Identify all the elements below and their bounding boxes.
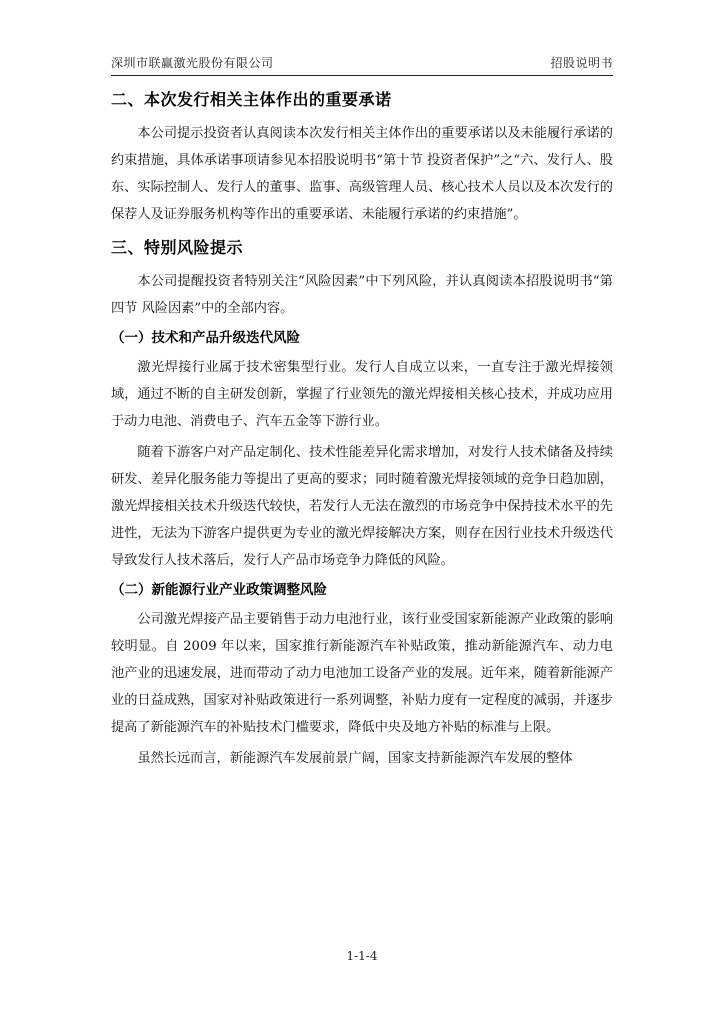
subsection-2-title: （二）新能源行业产业政策调整风险 (111, 582, 327, 598)
header-divider (111, 75, 613, 76)
section-2-title: 二、本次发行相关主体作出的重要承诺 (111, 90, 392, 109)
section-3-title: 三、特别风险提示 (111, 238, 244, 257)
subsection-1-title: （一）技术和产品升级迭代风险 (111, 330, 300, 346)
section-3-intro: 本公司提醒投资者特别关注“风险因素”中下列风险，并认真阅读本招股说明书“第四节 风险因素”中的全部内容。 (111, 274, 613, 316)
header-company-name: 深圳市联赢激光股份有限公司 (111, 56, 274, 70)
section-2-paragraph: 本公司提示投资者认真阅读本次发行相关主体作出的重要承诺以及未能履行承诺的约束措施，具体承诺事项请参见本招股说明书“第十节 投资者保护”之“六、发行人、股东、实际控制人、发行人的董事、监事、高级管理人员、核心技术人员以及本次发行的保荐人及证券服务机构等作出的重要承诺、未能履行承诺的约束措施”。 (111, 126, 613, 222)
header-document-type: 招股说明书 (550, 56, 613, 70)
subsection-2-paragraph-1: 公司激光焊接产品主要销售于动力电池行业，该行业受国家新能源产业政策的影响较明显。自 2009 年以来，国家推行新能源汽车补贴政策，推动新能源汽车、动力电池产业的迅速发展，进而带动了动力电池加工设备产业的发展。近年来，随着新能源产业的日益成熟，国家对补贴政策进行一系列调整，补贴力度有一定程度的减弱，并逐步提高了新能源汽车的补贴技术门槛要求，降低中央及地方补贴的标准与上限。 (111, 612, 613, 735)
page-number: 1-1-4 (346, 949, 378, 963)
subsection-1-paragraph-2: 随着下游客户对产品定制化、技术性能差异化需求增加，对发行人技术储备及持续研发、差异化服务能力等提出了更高的要求；同时随着激光焊接领域的竞争日趋加剧，激光焊接相关技术升级迭代较快，若发行人无法在激烈的市场竞争中保持技术水平的先进性，无法为下游客户提供更为专业的激光焊接解决方案，则存在因行业技术升级迭代导致发行人技术落后，发行人产品市场竞争力降低的风险。 (111, 445, 613, 568)
subsection-1-paragraph-1: 激光焊接行业属于技术密集型行业。发行人自成立以来，一直专注于激光焊接领域，通过不断的自主研发创新，掌握了行业领先的激光焊接相关核心技术，并成功应用于动力电池、消费电子、汽车五金等下游行业。 (111, 360, 613, 429)
page-body (111, 86, 613, 772)
subsection-2-paragraph-2: 虽然长远而言，新能源汽车发展前景广阔，国家支持新能源汽车发展的整体 (137, 751, 573, 766)
page-header (111, 51, 613, 71)
